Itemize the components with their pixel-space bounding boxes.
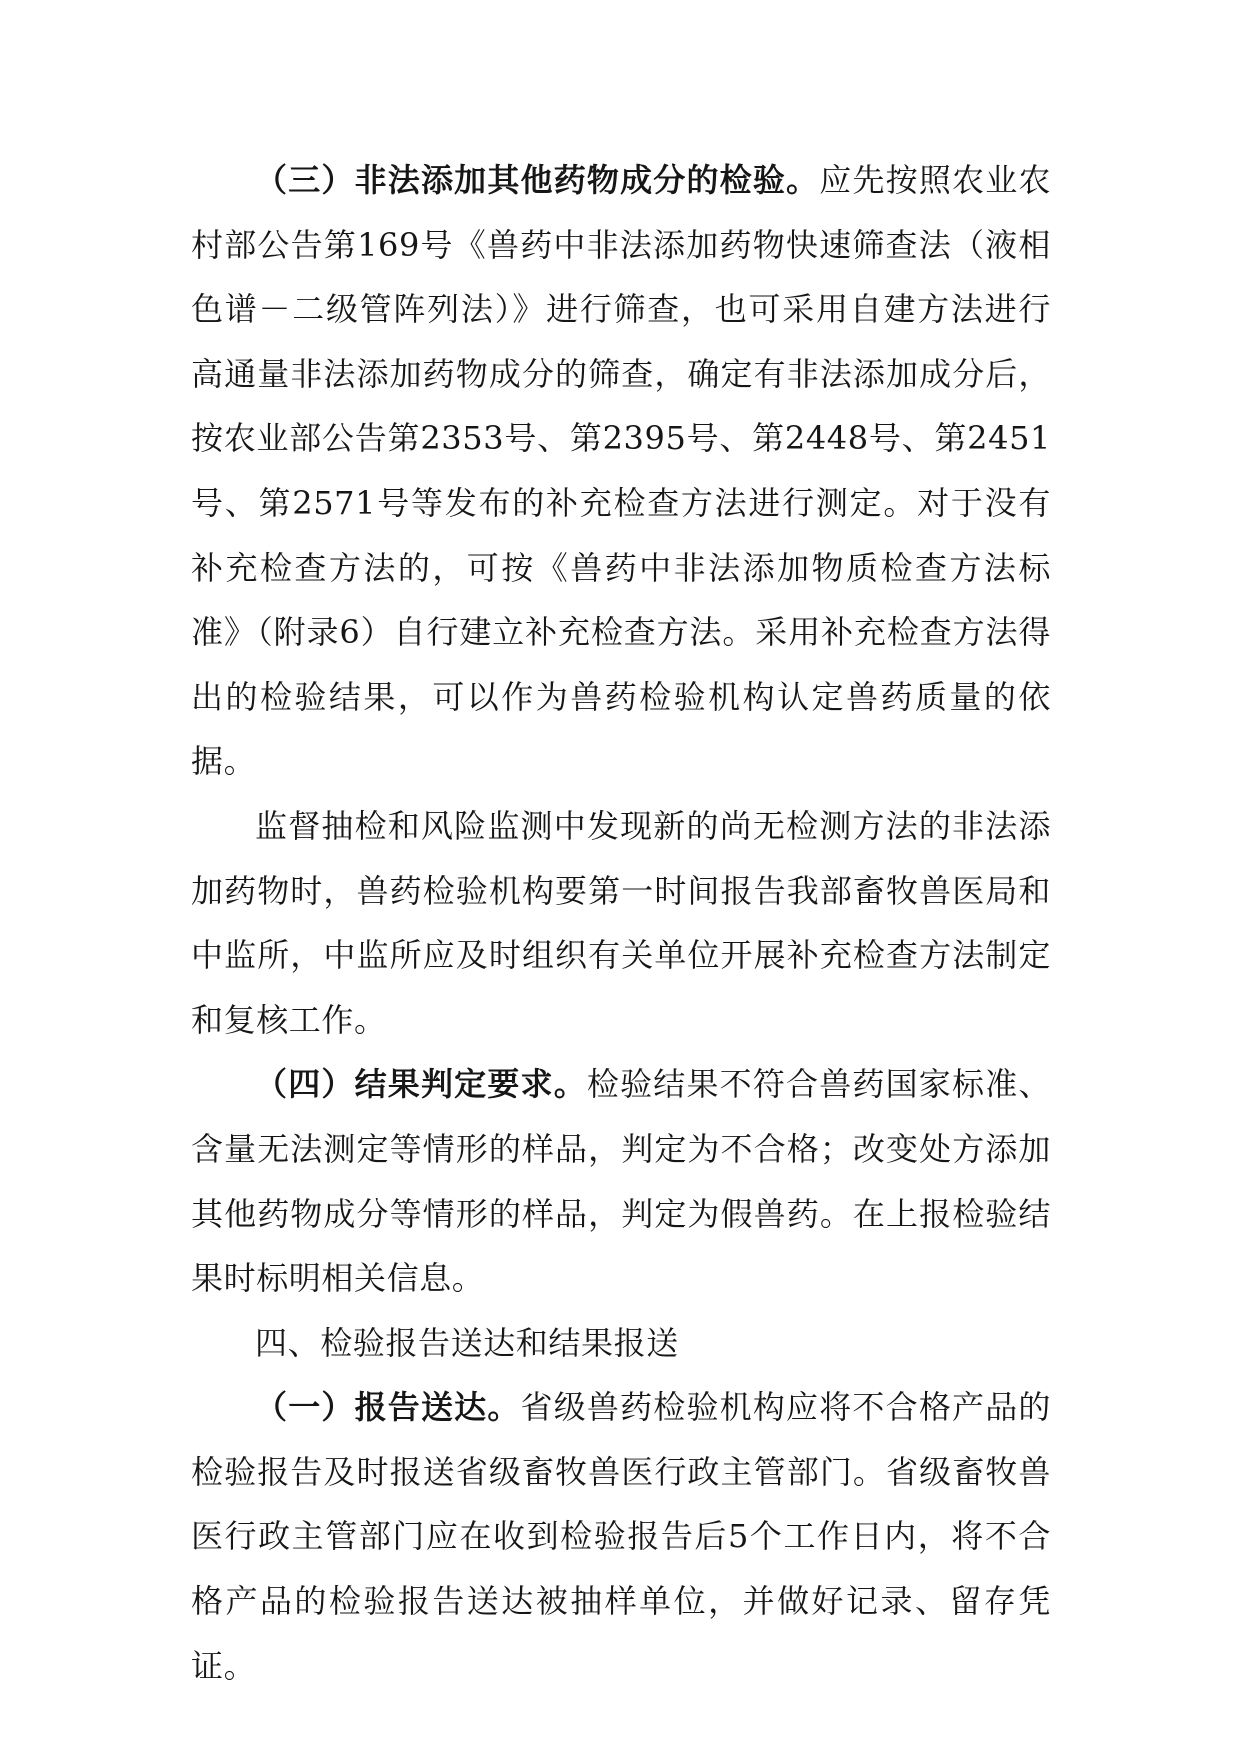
document-body xyxy=(191,148,1051,1698)
paragraph-text: 监督抽检和风险监测中发现新的尚无检测方法的非法添加药物时，兽药检验机构要第一时间报告我部畜牧兽医局和中监所，中监所应及时组织有关单位开展补充检查方法制定和复核工作。 xyxy=(191,806,1051,1039)
paragraph-text: 应先按照农业农村部公告第169号《兽药中非法添加药物快速筛查法（液相色谱－二级管阵列法）》进行筛查，也可采用自建方法进行高通量非法添加药物成分的筛查，确定有非法添加成分后，按农业部公告第2353号、第2395号、第2448号、第2451号、第2571号等发布的补充检查方法进行测定。对于没有补充检查方法的，可按《兽药中非法添加物质检查方法标准》（附录6）自行建立补充检查方法。采用补充检查方法得出的检验结果，可以作为兽药检验机构认定兽药质量的依据。 xyxy=(191,161,1051,781)
paragraph-new-additives-report xyxy=(191,794,1051,1052)
paragraph-lead: （四）结果判定要求。 xyxy=(255,1065,587,1104)
paragraph-lead: （一）报告送达。 xyxy=(255,1388,521,1427)
paragraph-lead: （三）非法添加其他药物成分的检验。 xyxy=(255,161,820,199)
paragraph-text: 省级兽药检验机构应将不合格产品的检验报告及时报送省级畜牧兽医行政主管部门。省级畜牧兽医行政主管部门应在收到检验报告后5个工作日内，将不合格产品的检验报告送达被抽样单位，并做好记录、留存凭证。 xyxy=(191,1388,1051,1685)
paragraph-result-judgment xyxy=(191,1052,1051,1310)
paragraph-text: 检验结果不符合兽药国家标准、含量无法测定等情形的样品，判定为不合格；改变处方添加其他药物成分等情形的样品，判定为假兽药。在上报检验结果时标明相关信息。 xyxy=(191,1065,1051,1298)
paragraph-illegal-additives xyxy=(191,148,1051,794)
paragraph-report-delivery xyxy=(191,1375,1051,1698)
section-heading: 四、检验报告送达和结果报送 xyxy=(255,1323,679,1362)
